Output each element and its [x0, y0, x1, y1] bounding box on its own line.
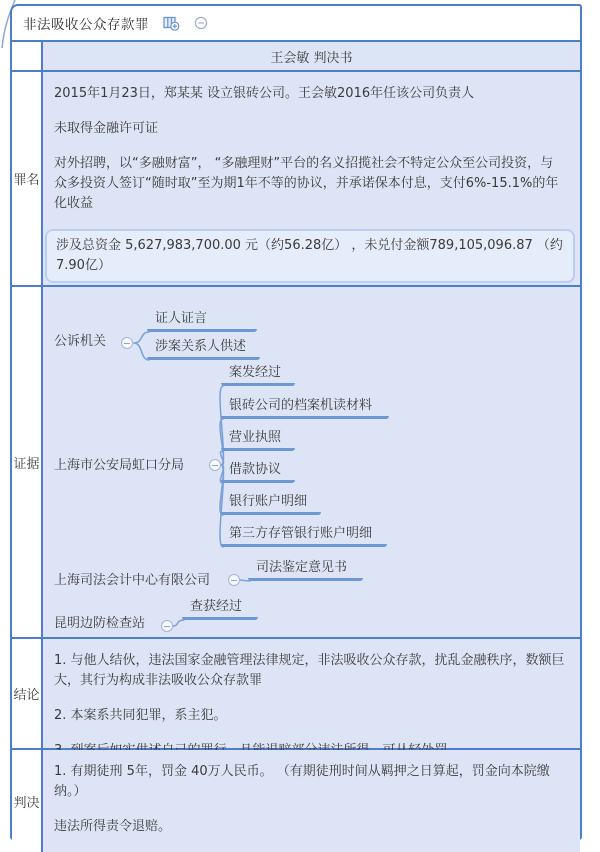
row-label-verdict[interactable]: 判决 [12, 750, 41, 852]
collapse-minus-icon [194, 16, 208, 30]
collapse-minus-icon[interactable] [161, 620, 173, 632]
collapse-node-button[interactable] [194, 16, 208, 30]
evidence-child-topic[interactable]: 第三方存管银行账户明细 [221, 523, 387, 547]
evidence-child-topic[interactable]: 涉案关系人供述 [147, 336, 260, 360]
crime-topic[interactable]: 未取得金融许可证 [54, 121, 159, 136]
header-label-cell [12, 42, 41, 72]
conclusion-content-cell [41, 639, 580, 750]
row-label-evidence[interactable]: 证据 [12, 287, 41, 639]
collapse-minus-icon[interactable] [209, 459, 221, 471]
node-title-bar [12, 6, 580, 40]
verdict-content-cell [41, 750, 580, 852]
evidence-branch-topic[interactable]: 昆明边防检查站 [54, 616, 146, 631]
node-title[interactable]: 非法吸收公众存款罪 [23, 17, 149, 33]
case-table-node[interactable] [10, 4, 582, 840]
row-label-crime[interactable]: 罪名 [12, 72, 41, 287]
row-label-conclusion[interactable]: 结论 [12, 639, 41, 750]
evidence-content-cell [41, 287, 580, 639]
insert-table-icon [163, 16, 180, 31]
collapse-minus-icon[interactable] [228, 574, 240, 586]
evidence-branch-topic[interactable]: 公诉机关 [54, 334, 107, 349]
conclusion-topic[interactable]: 2. 本案系共同犯罪，系主犯。 [54, 708, 227, 723]
evidence-branch-topic[interactable]: 上海市公安局虹口分局 [54, 458, 185, 473]
evidence-child-topic[interactable]: 银行账户明细 [221, 491, 321, 515]
evidence-child-topic[interactable]: 查获经过 [182, 596, 258, 620]
crime-topic[interactable]: 2015年1月23日，郑某某 设立银砖公司。王会敏2016年任该公司负责人 [54, 86, 475, 101]
evidence-child-topic[interactable]: 借款协议 [221, 459, 295, 483]
case-table-grid [12, 40, 580, 852]
collapse-minus-icon[interactable] [121, 337, 133, 349]
table-header-cell[interactable]: 王会敏 判决书 [41, 42, 580, 72]
evidence-child-topic[interactable]: 营业执照 [221, 427, 295, 451]
evidence-branch-topic[interactable]: 上海司法会计中心有限公司 [54, 573, 211, 588]
crime-topic[interactable]: 对外招聘，以“多融财富”， “多融理财”平台的名义招揽社会不特定公众至公司投资，与众多投资人签订“随时取”至为期1年不等的协议，并承诺保本付息，支付6%-15.1%的年化收益 [54, 156, 559, 211]
verdict-topic[interactable]: 违法所得责令退赔。 [54, 819, 172, 834]
evidence-child-topic[interactable]: 案发经过 [221, 362, 295, 386]
highlighted-topic[interactable]: 涉及总资金 5,627,983,700.00 元（约56.28亿） ，未兑付金额789,105,096.87 （约7.90亿） [45, 229, 575, 283]
evidence-child-topic[interactable]: 银砖公司的档案机读材料 [221, 395, 389, 419]
crime-content-cell [41, 72, 580, 287]
insert-table-button[interactable] [163, 16, 180, 31]
verdict-topic[interactable]: 1. 有期徒刑 5年，罚金 40万人民币。 （有期徒刑时间从羁押之日算起，罚金向本院缴纳。） [54, 764, 550, 799]
evidence-child-topic[interactable]: 证人证言 [147, 308, 257, 332]
conclusion-topic[interactable]: 1. 与他人结伙，违法国家金融管理法律规定，非法吸收公众存款，扰乱金融秩序，数额巨大，其行为构成非法吸收公众存款罪 [54, 653, 565, 688]
evidence-child-topic[interactable]: 司法鉴定意见书 [248, 557, 363, 581]
